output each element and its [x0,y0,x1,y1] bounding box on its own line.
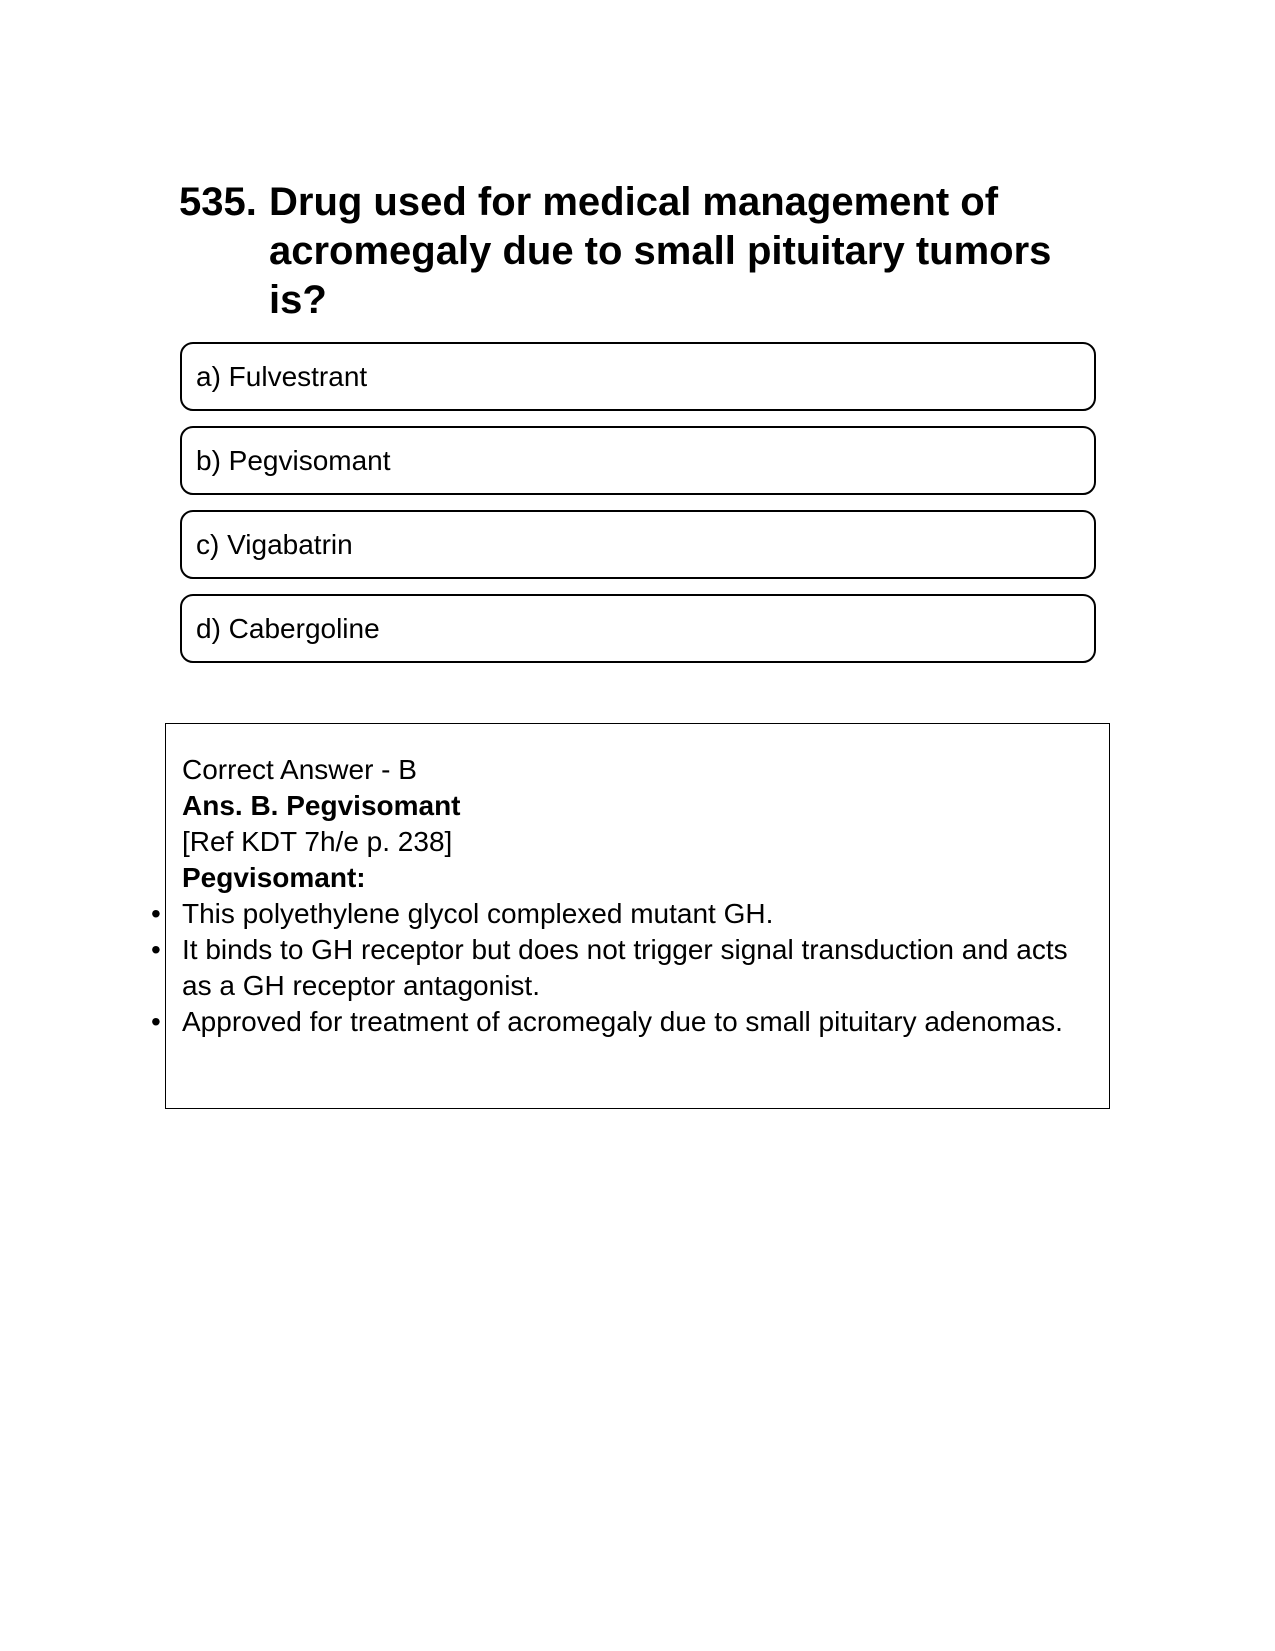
bullet-text: It binds to GH receptor but does not trigger signal transduction and acts as a GH receptor antagonist. [182,934,1068,1001]
option-b-label: b) Pegvisomant [196,444,391,476]
explanation-bullet-list [151,896,1093,1040]
option-a[interactable] [180,342,1096,411]
bullet-icon: • [151,1006,161,1037]
option-b[interactable] [180,426,1096,495]
explanation-subheading: Pegvisomant: [182,862,366,893]
bullet-text: Approved for treatment of acromegaly due to small pituitary adenomas. [182,1006,1063,1037]
option-c[interactable] [180,510,1096,579]
option-a-label: a) Fulvestrant [196,360,368,392]
question-heading [179,178,1099,325]
question-number: 535. [179,180,257,224]
options-list [180,342,1096,678]
answer-heading: Ans. B. Pegvisomant [182,790,461,821]
bullet-icon: • [151,934,161,965]
reference-line: [Ref KDT 7h/e p. 238] [182,826,453,857]
list-item [151,1004,1093,1040]
option-c-label: c) Vigabatrin [196,528,353,560]
correct-answer-line: Correct Answer - B [182,754,417,785]
question-text: Drug used for medical management of acromegaly due to small pituitary tumors is? [269,180,1052,322]
bullet-text: This polyethylene glycol complexed mutant GH. [182,898,774,929]
list-item [151,932,1093,1004]
option-d-label: d) Cabergoline [196,612,380,644]
list-item [151,896,1093,932]
answer-explanation-box [151,723,1110,1109]
option-d[interactable] [180,594,1096,663]
bullet-icon: • [151,898,161,929]
